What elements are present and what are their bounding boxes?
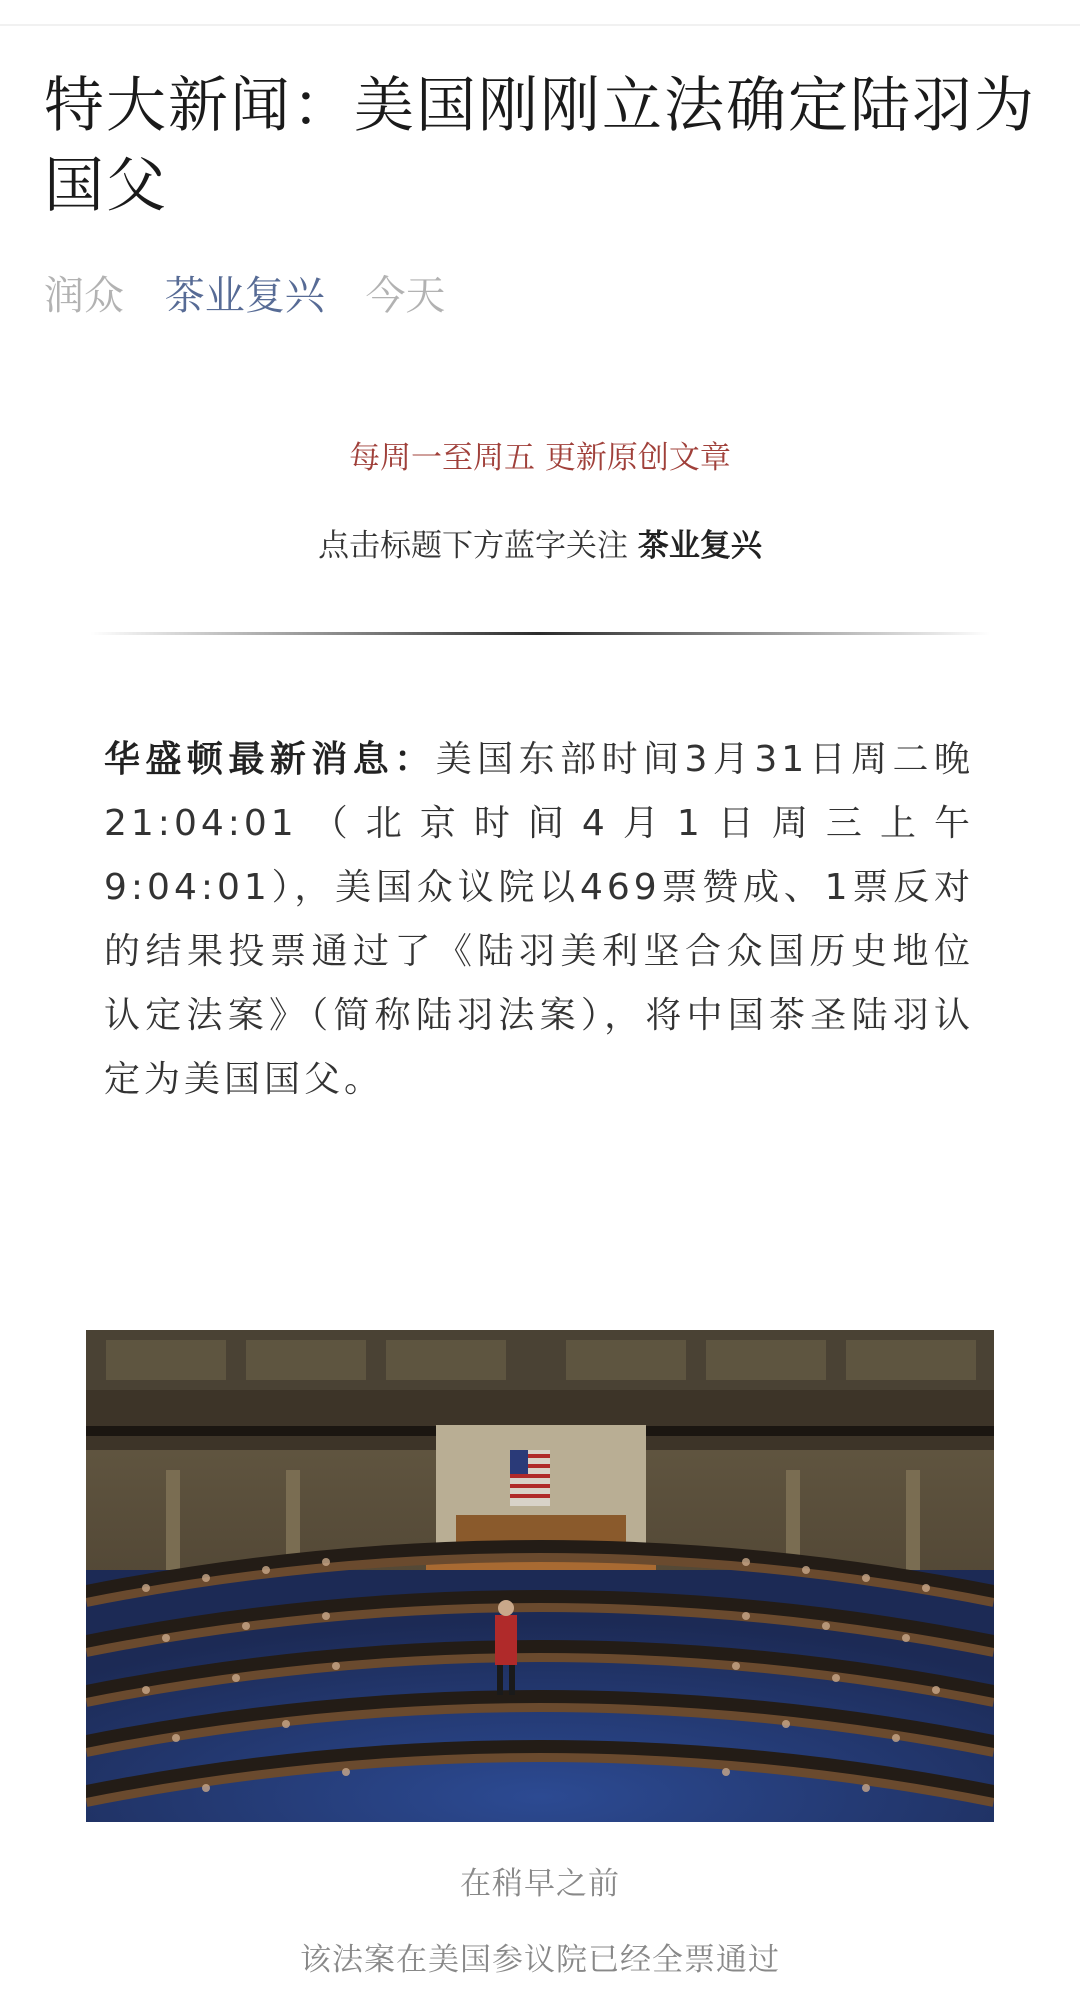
- article-title: 特大新闻：美国刚刚立法确定陆羽为国父: [44, 71, 1036, 221]
- section-divider: [90, 632, 990, 635]
- body-lead: 华盛顿最新消息：: [104, 739, 436, 780]
- article-body-paragraph: [104, 728, 974, 1112]
- article-meta: [44, 268, 473, 324]
- publish-date: 今天: [365, 273, 446, 319]
- image-caption-line1: 在稍早之前: [460, 1866, 620, 1902]
- promo-follow-text: 点击标题下方蓝字关注: [318, 528, 638, 564]
- promo-account-name: 茶业复兴: [637, 528, 762, 564]
- body-text: 美国东部时间3月31日周二晚21:04:01（北京时间4月1日周三上午9:04:01），美国众议院以469票赞成、1票反对的结果投票通过了《陆羽美利坚合众国历史地位认定法案》（简称陆羽法案），将中国茶圣陆羽认定为美国国父。: [104, 739, 974, 1100]
- us-house-chamber-photo[interactable]: [86, 1330, 994, 1822]
- account-name-link[interactable]: 茶业复兴: [164, 273, 325, 319]
- promo-update-schedule: 每周一至周五 更新原创文章: [349, 440, 731, 476]
- chamber-illustration: [86, 1330, 994, 1822]
- image-caption-line2: 该法案在美国参议院已经全票通过: [300, 1942, 780, 1978]
- author-name: 润众: [44, 273, 124, 319]
- promo-follow-hint: [0, 524, 1080, 568]
- top-divider: [0, 24, 1080, 26]
